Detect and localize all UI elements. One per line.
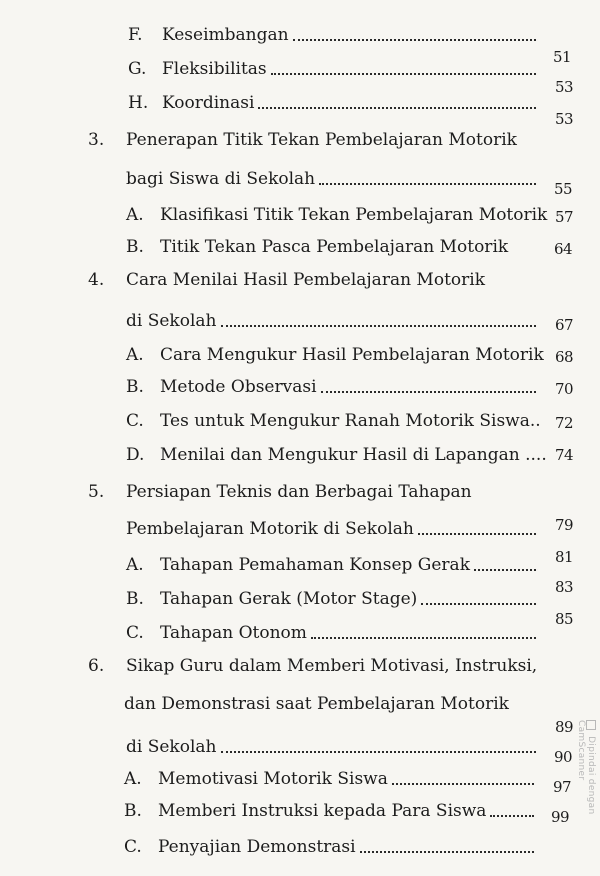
entry-title: Tahapan Pemahaman Konsep Gerak — [160, 555, 470, 575]
toc-entry-4c — [126, 400, 542, 430]
toc-entry-5a — [126, 544, 542, 574]
page-number: 85 — [555, 610, 574, 628]
chapter-number: 6. — [88, 656, 105, 676]
toc-entry-5b — [126, 578, 542, 608]
entry-title: Memberi Instruksi kepada Para Siswa — [158, 801, 487, 821]
toc-entry-h — [128, 82, 542, 112]
chapter-6-title-cont: dan Demonstrasi saat Pembelajaran Motorik — [124, 694, 509, 714]
chapter-title-line1: Cara Menilai Hasil Pembelajaran Motorik — [126, 270, 486, 290]
chapter-6-title — [88, 656, 537, 676]
toc-entry-6a — [124, 758, 540, 788]
page-number: 64 — [554, 240, 573, 258]
entry-letter: C. — [126, 411, 144, 431]
entry-letter: A. — [126, 205, 144, 225]
page-number: 72 — [555, 414, 574, 432]
page-number: 90 — [554, 748, 573, 766]
chapter-title-line1: Penerapan Titik Tekan Pembelajaran Motorik — [126, 130, 517, 150]
dot-leader — [258, 105, 536, 109]
dot-leader — [474, 567, 536, 571]
dot-leader — [321, 389, 536, 393]
chapter-5-title — [88, 482, 472, 502]
chapter-title-line2: Pembelajaran Motorik di Sekolah — [126, 519, 414, 539]
page-number: 70 — [555, 380, 574, 398]
entry-title: Tahapan Gerak (Motor Stage) — [160, 589, 418, 609]
camscanner-logo-icon — [586, 720, 596, 730]
entry-letter: B. — [126, 589, 144, 609]
toc-entry-5c — [126, 612, 542, 642]
chapter-number: 3. — [88, 130, 105, 150]
dot-leader — [392, 781, 534, 785]
toc-entry-4d — [126, 434, 547, 465]
chapter-6-line2 — [126, 726, 542, 756]
page-number: 51 — [553, 48, 572, 66]
scanner-watermark — [576, 720, 596, 876]
entry-letter: A. — [126, 555, 144, 575]
entry-title: Fleksibilitas — [162, 59, 267, 79]
chapter-title-line2: bagi Siswa di Sekolah — [126, 169, 316, 189]
dot-leader — [271, 71, 536, 75]
chapter-title-line1: Persiapan Teknis dan Berbagai Tahapan — [126, 482, 472, 502]
entry-letter: F. — [128, 25, 143, 45]
entry-letter: A. — [126, 345, 144, 365]
page-number: 53 — [555, 78, 574, 96]
page-number: 74 — [555, 446, 574, 464]
chapter-title-line1: Sikap Guru dalam Memberi Motivasi, Instruksi, — [126, 656, 538, 676]
dot-leader — [490, 813, 534, 817]
page-number: 99 — [551, 808, 570, 826]
watermark-text: Dipindai dengan CamScanner — [576, 720, 596, 815]
entry-letter: D. — [126, 445, 145, 465]
entry-letter: B. — [126, 377, 144, 397]
entry-letter: B. — [126, 237, 144, 257]
dot-leader — [319, 181, 536, 185]
toc-entry-3a — [126, 194, 548, 225]
toc-entry-6b — [124, 790, 540, 820]
page-number: 67 — [555, 316, 574, 334]
entry-letter: B. — [124, 801, 142, 821]
entry-title: Titik Tekan Pasca Pembelajaran Motorik — [160, 237, 509, 257]
entry-title: Klasifikasi Titik Tekan Pembelajaran Motorik — [160, 205, 548, 225]
page-number: 79 — [555, 516, 574, 534]
dot-leader — [221, 749, 537, 753]
entry-title: Menilai dan Mengukur Hasil di Lapangan .... — [160, 445, 547, 465]
entry-title: Penyajian Demonstrasi — [158, 837, 356, 857]
dot-leader — [418, 531, 536, 535]
chapter-number: 4. — [88, 270, 105, 290]
dot-leader — [221, 323, 537, 327]
toc-entry-4b — [126, 366, 542, 396]
chapter-3-line2 — [126, 158, 542, 188]
chapter-title-line2: di Sekolah — [126, 737, 217, 757]
page-number: 53 — [555, 110, 574, 128]
chapter-title-line2: di Sekolah — [126, 311, 217, 331]
chapter-4-title — [88, 270, 485, 290]
toc-entry-g — [128, 48, 542, 78]
entry-title: Cara Mengukur Hasil Pembelajaran Motorik — [160, 345, 544, 365]
entry-letter: H. — [128, 93, 149, 113]
chapter-number: 5. — [88, 482, 105, 502]
entry-letter: C. — [126, 623, 144, 643]
page-number: 81 — [555, 548, 574, 566]
entry-letter: C. — [124, 837, 142, 857]
page-number: 97 — [553, 778, 572, 796]
dot-leader — [293, 37, 536, 41]
entry-title: Keseimbangan — [162, 25, 289, 45]
page-number: 89 — [555, 718, 574, 736]
page-number: 57 — [555, 208, 574, 226]
entry-title: Metode Observasi — [160, 377, 317, 397]
toc-entry-4a — [126, 334, 542, 364]
entry-letter: G. — [128, 59, 147, 79]
toc-entry-f — [128, 14, 542, 44]
chapter-4-line2 — [126, 300, 542, 330]
chapter-3-title — [88, 130, 517, 150]
toc-entry-6c — [124, 826, 540, 856]
dot-leader — [421, 601, 536, 605]
entry-letter: A. — [124, 769, 142, 789]
dot-leader — [311, 635, 536, 639]
page-number: 68 — [555, 348, 574, 366]
page-number: 83 — [555, 578, 574, 596]
chapter-5-line2 — [126, 508, 542, 538]
entry-title: Tes untuk Mengukur Ranah Motorik Siswa.. — [160, 411, 541, 431]
entry-title: Memotivasi Motorik Siswa — [158, 769, 388, 789]
entry-title: Tahapan Otonom — [160, 623, 307, 643]
toc-entry-3b — [126, 226, 542, 256]
page-number: 55 — [554, 180, 573, 198]
entry-title: Koordinasi — [162, 93, 255, 113]
dot-leader — [360, 849, 534, 853]
